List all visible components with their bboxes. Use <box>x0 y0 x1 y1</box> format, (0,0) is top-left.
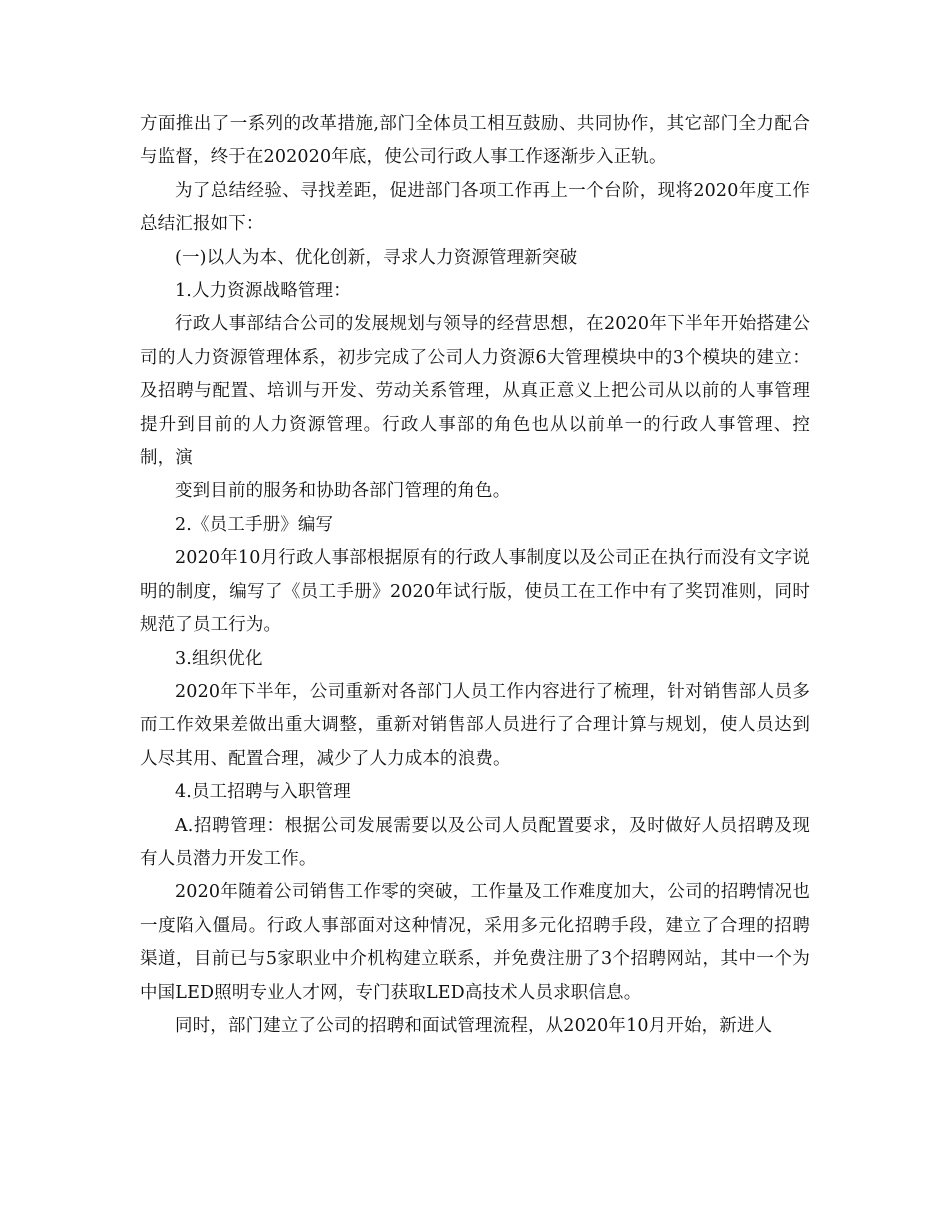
paragraph: 2020年下半年，公司重新对各部门人员工作内容进行了梳理，针对销售部人员多而工作效果差做出重大调整，重新对销售部人员进行了合理计算与规划，使人员达到人尽其用、配置合理，减少了人力成本的浪费。 <box>140 681 810 769</box>
paragraph: 2020年随着公司销售工作零的突破，工作量及工作难度加大，公司的招聘情况也一度陷入僵局。行政人事部面对这种情况，采用多元化招聘手段，建立了合理的招聘渠道，目前已与5家职业中介机构建立联系，并免费注册了3个招聘网站，其中一个为中国LED照明专业人才网，专门获取LED高技术人员求职信息。 <box>140 882 810 1003</box>
document-body <box>140 108 810 1043</box>
subsection-heading: 1.人力资源战略管理： <box>175 281 351 302</box>
paragraph: 为了总结经验、寻找差距，促进部门各项工作再上一个台阶，现将2020年度工作总结汇报如下： <box>140 180 810 235</box>
paragraph: A.招聘管理：根据公司发展需要以及公司人员配置要求，及时做好人员招聘及现有人员潜力开发工作。 <box>140 815 810 869</box>
paragraph: 方面推出了一系列的改革措施,部门全体员工相互鼓励、共同协作，其它部门全力配合与监督，终于在202020年底，使公司行政人事工作逐渐步入正轨。 <box>140 114 810 168</box>
paragraph: 行政人事部结合公司的发展规划与领导的经营思想，在2020年下半年开始搭建公司的人力资源管理体系，初步完成了公司人力资源6大管理模块中的3个模块的建立：及招聘与配置、培训与开发、劳动关系管理，从真正意义上把公司从以前的人事管理提升到目前的人力资源管理。行政人事部的角色也从以前单一的行政人事管理、控制，演 <box>140 314 810 469</box>
subsection-heading: 3.组织优化 <box>175 648 263 669</box>
subsection-heading: 4.员工招聘与入职管理 <box>175 782 351 803</box>
subsection-heading: 2.《员工手册》编写 <box>175 514 334 535</box>
paragraph: 同时，部门建立了公司的招聘和面试管理流程，从2020年10月开始，新进人 <box>175 1015 773 1036</box>
section-heading: (一)以人为本、优化创新，寻求人力资源管理新突破 <box>175 247 578 268</box>
paragraph: 变到目前的服务和协助各部门管理的角色。 <box>175 481 511 502</box>
paragraph: 2020年10月行政人事部根据原有的行政人事制度以及公司正在执行而没有文字说明的制度，编写了《员工手册》2020年试行版，使员工在工作中有了奖罚准则，同时规范了员工行为。 <box>140 548 810 636</box>
